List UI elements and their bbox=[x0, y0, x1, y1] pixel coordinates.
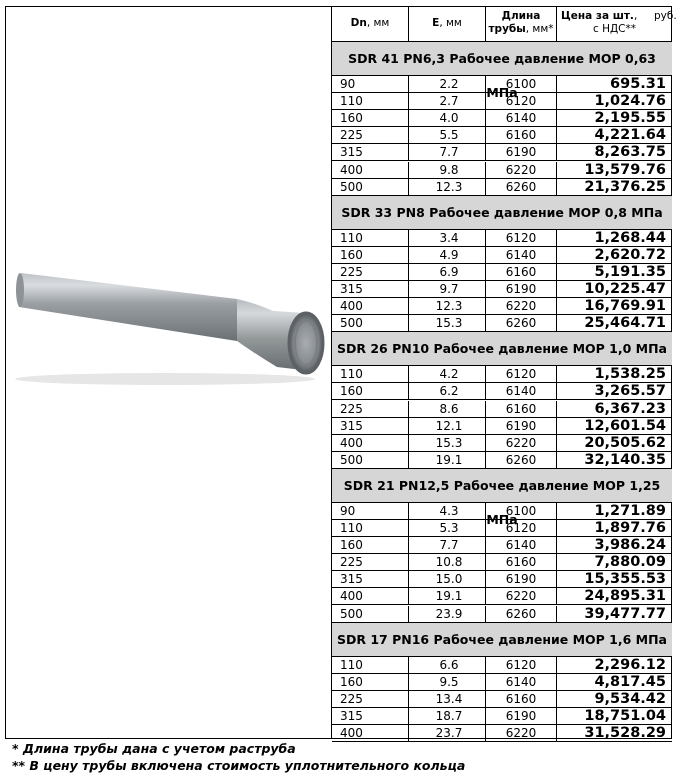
header-dn: Dn, мм bbox=[332, 6, 409, 41]
table-row bbox=[332, 162, 672, 179]
table-row bbox=[332, 571, 672, 588]
cell-e: 9.8 bbox=[409, 162, 486, 178]
table-row bbox=[332, 588, 672, 605]
table-row bbox=[332, 298, 672, 315]
header-length: Длина трубы, мм* bbox=[486, 6, 557, 41]
cell-dn: 400 bbox=[332, 298, 409, 314]
cell-e: 7.7 bbox=[409, 537, 486, 553]
cell-length: 6160 bbox=[486, 127, 557, 143]
section-title: SDR 41 PN6,3 Рабочее давление MOP 0,63 МПа bbox=[348, 51, 656, 100]
cell-e: 3.4 bbox=[409, 230, 486, 246]
cell-e: 9.7 bbox=[409, 281, 486, 297]
cell-price: 13,579.76 bbox=[584, 161, 666, 178]
cell-length: 6120 bbox=[486, 230, 557, 246]
cell-price: 32,140.35 bbox=[584, 451, 666, 468]
cell-e: 15.3 bbox=[409, 315, 486, 331]
cell-e: 9.5 bbox=[409, 674, 486, 690]
cell-dn: 400 bbox=[332, 435, 409, 451]
cell-length: 6160 bbox=[486, 691, 557, 707]
cell-price: 695.31 bbox=[610, 76, 666, 92]
cell-e: 5.3 bbox=[409, 520, 486, 536]
cell-length: 6220 bbox=[486, 588, 557, 604]
cell-e: 6.9 bbox=[409, 264, 486, 280]
pipe-shadow bbox=[15, 373, 315, 385]
header-price: Цена за шт., руб. с НДС** bbox=[561, 10, 677, 35]
cell-dn: 315 bbox=[332, 418, 409, 434]
cell-price: 1,897.76 bbox=[594, 520, 666, 536]
cell-length: 6140 bbox=[486, 247, 557, 263]
cell-dn: 110 bbox=[332, 93, 409, 109]
cell-e: 19.1 bbox=[409, 588, 486, 604]
cell-dn: 225 bbox=[332, 554, 409, 570]
cell-dn: 315 bbox=[332, 708, 409, 724]
section-header bbox=[332, 623, 672, 657]
cell-dn: 90 bbox=[332, 76, 409, 92]
cell-e: 6.2 bbox=[409, 383, 486, 399]
section-header bbox=[332, 332, 672, 366]
cell-length: 6140 bbox=[486, 110, 557, 126]
table-row bbox=[332, 435, 672, 452]
cell-dn: 400 bbox=[332, 725, 409, 741]
cell-price: 7,880.09 bbox=[594, 554, 666, 571]
cell-price: 12,601.54 bbox=[584, 417, 666, 434]
table-row bbox=[332, 93, 672, 110]
cell-dn: 110 bbox=[332, 657, 409, 673]
cell-e: 4.0 bbox=[409, 110, 486, 126]
cell-price: 21,376.25 bbox=[584, 178, 666, 195]
cell-length: 6120 bbox=[486, 520, 557, 536]
cell-dn: 225 bbox=[332, 264, 409, 280]
cell-length: 6260 bbox=[486, 179, 557, 195]
cell-e: 4.3 bbox=[409, 503, 486, 519]
cell-e: 12.3 bbox=[409, 298, 486, 314]
table-row bbox=[332, 452, 672, 469]
cell-price: 6,367.23 bbox=[594, 400, 666, 417]
cell-dn: 500 bbox=[332, 452, 409, 468]
cell-price: 31,528.29 bbox=[584, 725, 666, 741]
cell-dn: 160 bbox=[332, 110, 409, 126]
cell-length: 6220 bbox=[486, 725, 557, 741]
section-header bbox=[332, 196, 672, 230]
table-row bbox=[332, 110, 672, 127]
cell-dn: 315 bbox=[332, 571, 409, 587]
footnote-length: * Длина трубы дана с учетом раструба bbox=[12, 741, 296, 756]
cell-length: 6120 bbox=[486, 366, 557, 382]
table-row bbox=[332, 520, 672, 537]
cell-price: 4,221.64 bbox=[594, 127, 666, 144]
cell-length: 6140 bbox=[486, 674, 557, 690]
cell-price: 8,263.75 bbox=[594, 144, 666, 161]
header-e: E, мм bbox=[409, 6, 486, 41]
cell-e: 18.7 bbox=[409, 708, 486, 724]
cell-dn: 225 bbox=[332, 401, 409, 417]
table-row bbox=[332, 725, 672, 742]
cell-e: 8.6 bbox=[409, 401, 486, 417]
cell-price: 2,620.72 bbox=[594, 246, 666, 263]
cell-length: 6140 bbox=[486, 537, 557, 553]
cell-e: 6.6 bbox=[409, 657, 486, 673]
cell-dn: 110 bbox=[332, 520, 409, 536]
cell-price: 4,817.45 bbox=[594, 673, 666, 690]
footnote-price: ** В цену трубы включена стоимость уплотнительного кольца bbox=[12, 758, 466, 773]
table-row bbox=[332, 418, 672, 435]
cell-length: 6190 bbox=[486, 418, 557, 434]
cell-e: 5.5 bbox=[409, 127, 486, 143]
cell-price: 10,225.47 bbox=[584, 281, 666, 297]
cell-length: 6120 bbox=[486, 657, 557, 673]
price-table bbox=[332, 6, 677, 741]
cell-dn: 400 bbox=[332, 162, 409, 178]
cell-length: 6190 bbox=[486, 281, 557, 297]
cell-price: 9,534.42 bbox=[594, 690, 666, 707]
product-image-panel bbox=[5, 6, 332, 739]
table-row bbox=[332, 691, 672, 708]
table-row bbox=[332, 264, 672, 281]
cell-dn: 160 bbox=[332, 383, 409, 399]
cell-dn: 90 bbox=[332, 503, 409, 519]
cell-e: 15.3 bbox=[409, 435, 486, 451]
cell-length: 6120 bbox=[486, 93, 557, 109]
table-row bbox=[332, 366, 672, 383]
cell-length: 6220 bbox=[486, 162, 557, 178]
table-row bbox=[332, 503, 672, 520]
cell-price: 1,268.44 bbox=[594, 229, 666, 246]
cell-price: 18,751.04 bbox=[584, 707, 666, 724]
section-title: SDR 21 PN12,5 Рабочее давление MOP 1,25 МПа bbox=[343, 477, 661, 527]
cell-dn: 110 bbox=[332, 366, 409, 382]
cell-dn: 160 bbox=[332, 674, 409, 690]
cell-price: 25,464.71 bbox=[584, 315, 666, 332]
cell-price: 16,769.91 bbox=[584, 298, 666, 315]
section-title: SDR 17 PN16 Рабочее давление MOP 1,6 МПа bbox=[337, 631, 667, 647]
cell-e: 10.8 bbox=[409, 554, 486, 570]
cell-e: 12.3 bbox=[409, 179, 486, 195]
cell-price: 2,296.12 bbox=[594, 656, 666, 673]
cell-dn: 315 bbox=[332, 281, 409, 297]
cell-e: 7.7 bbox=[409, 144, 486, 160]
table-row bbox=[332, 674, 672, 691]
cell-e: 4.9 bbox=[409, 247, 486, 263]
cell-length: 6260 bbox=[486, 315, 557, 331]
pipe-body bbox=[17, 273, 237, 341]
table-row bbox=[332, 127, 672, 144]
table-header bbox=[332, 6, 677, 42]
cell-e: 23.9 bbox=[409, 606, 486, 622]
cell-length: 6100 bbox=[486, 76, 557, 92]
cell-length: 6220 bbox=[486, 298, 557, 314]
cell-dn: 500 bbox=[332, 315, 409, 331]
cell-length: 6140 bbox=[486, 383, 557, 399]
cell-e: 2.2 bbox=[409, 76, 486, 92]
cell-price: 2,195.55 bbox=[594, 110, 666, 127]
table-row bbox=[332, 144, 672, 161]
table-row bbox=[332, 230, 672, 247]
cell-dn: 225 bbox=[332, 691, 409, 707]
table-row bbox=[332, 606, 672, 623]
table-row bbox=[332, 554, 672, 571]
table-row bbox=[332, 281, 672, 298]
cell-price: 39,477.77 bbox=[584, 605, 666, 622]
table-row bbox=[332, 76, 672, 93]
cell-dn: 400 bbox=[332, 588, 409, 604]
cell-price: 20,505.62 bbox=[584, 434, 666, 451]
cell-price: 1,271.89 bbox=[594, 502, 666, 519]
cell-length: 6190 bbox=[486, 571, 557, 587]
pvc-pipe-image bbox=[15, 261, 327, 401]
cell-e: 13.4 bbox=[409, 691, 486, 707]
cell-price: 3,265.57 bbox=[594, 383, 666, 400]
cell-e: 23.7 bbox=[409, 725, 486, 741]
cell-dn: 160 bbox=[332, 247, 409, 263]
cell-length: 6160 bbox=[486, 554, 557, 570]
table-row bbox=[332, 708, 672, 725]
table-row bbox=[332, 315, 672, 332]
table-row bbox=[332, 401, 672, 418]
table-row bbox=[332, 179, 672, 196]
cell-length: 6260 bbox=[486, 452, 557, 468]
cell-dn: 315 bbox=[332, 144, 409, 160]
section-title: SDR 33 PN8 Рабочее давление MOP 0,8 МПа bbox=[341, 204, 663, 220]
cell-length: 6260 bbox=[486, 606, 557, 622]
cell-price: 24,895.31 bbox=[584, 588, 666, 605]
cell-length: 6160 bbox=[486, 264, 557, 280]
cell-length: 6190 bbox=[486, 708, 557, 724]
cell-e: 2.7 bbox=[409, 93, 486, 109]
cell-e: 4.2 bbox=[409, 366, 486, 382]
cell-dn: 500 bbox=[332, 606, 409, 622]
cell-price: 1,538.25 bbox=[594, 366, 666, 383]
table-row bbox=[332, 537, 672, 554]
cell-price: 1,024.76 bbox=[594, 93, 666, 110]
table-row bbox=[332, 247, 672, 264]
cell-e: 19.1 bbox=[409, 452, 486, 468]
cell-length: 6160 bbox=[486, 401, 557, 417]
cell-price: 5,191.35 bbox=[594, 263, 666, 280]
cell-length: 6100 bbox=[486, 503, 557, 519]
cell-dn: 500 bbox=[332, 179, 409, 195]
cell-length: 6220 bbox=[486, 435, 557, 451]
section-title: SDR 26 PN10 Рабочее давление MOP 1,0 МПа bbox=[337, 341, 667, 357]
cell-e: 15.0 bbox=[409, 571, 486, 587]
cell-dn: 160 bbox=[332, 537, 409, 553]
cell-dn: 110 bbox=[332, 230, 409, 246]
cell-e: 12.1 bbox=[409, 418, 486, 434]
table-row bbox=[332, 383, 672, 400]
cell-dn: 225 bbox=[332, 127, 409, 143]
cell-price: 15,355.53 bbox=[584, 571, 666, 588]
cell-price: 3,986.24 bbox=[594, 537, 666, 554]
table-row bbox=[332, 657, 672, 674]
cell-length: 6190 bbox=[486, 144, 557, 160]
